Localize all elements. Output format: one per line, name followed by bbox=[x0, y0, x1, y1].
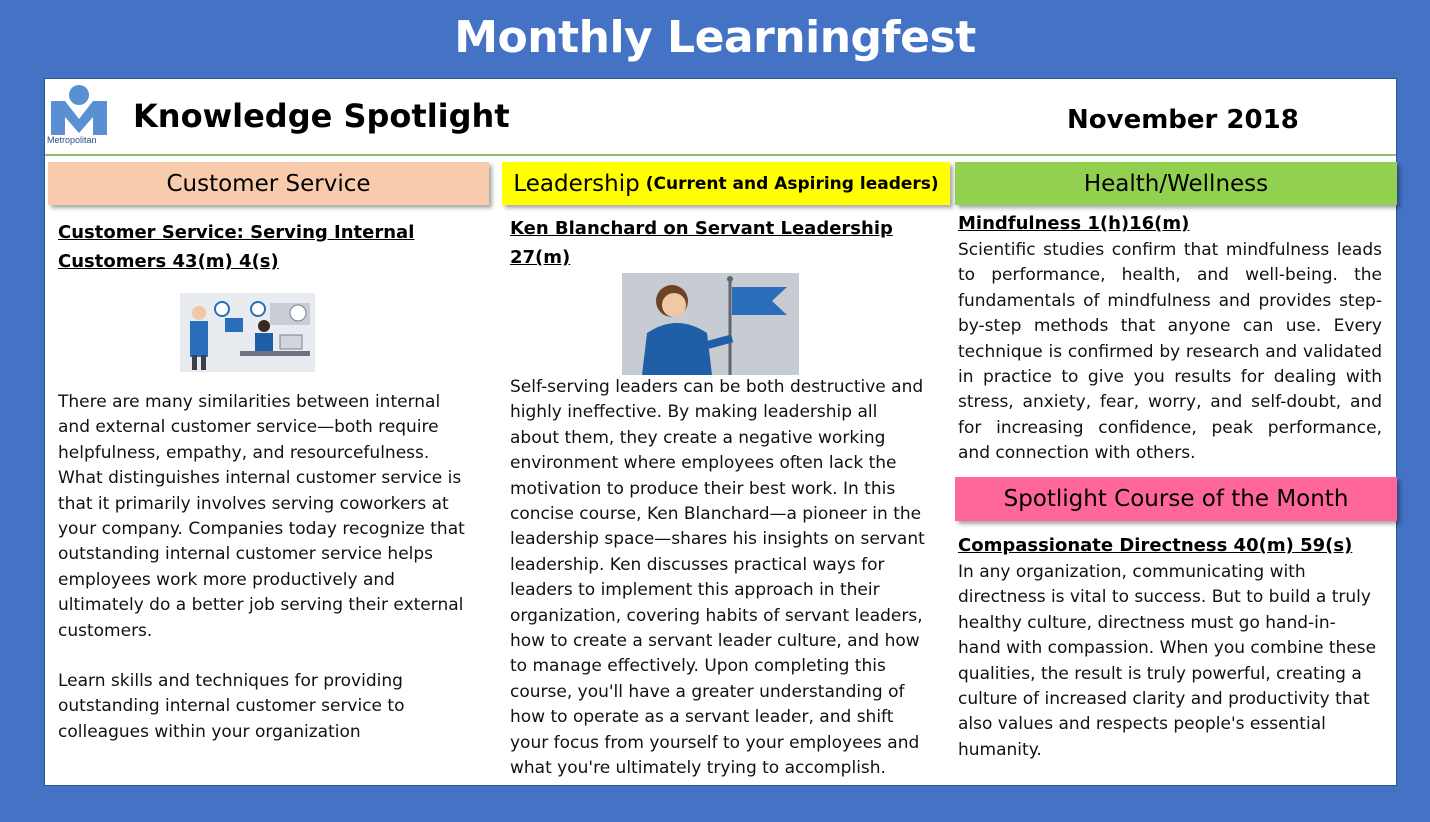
customer-service-heading-label: Customer Service bbox=[166, 170, 371, 197]
logo-text: Metropolitan bbox=[47, 135, 97, 145]
customer-service-heading bbox=[48, 162, 489, 205]
content-panel bbox=[44, 78, 1397, 786]
banner-title: Monthly Learningfest bbox=[454, 12, 976, 63]
spotlight-heading-label: Spotlight Course of the Month bbox=[1003, 486, 1349, 512]
leadership-heading-label: Leadership bbox=[513, 170, 640, 197]
leadership-subheading: (Current and Aspiring leaders) bbox=[645, 173, 939, 194]
customer-service-illustration bbox=[180, 293, 315, 372]
health-course-title[interactable]: Mindfulness 1(h)16(m) bbox=[958, 213, 1190, 234]
leadership-illustration bbox=[622, 273, 799, 375]
customer-service-course-title[interactable] bbox=[58, 218, 414, 276]
page-title: Knowledge Spotlight bbox=[133, 97, 510, 135]
header-divider bbox=[45, 154, 1396, 156]
leadership-course-line2: 27(m) bbox=[510, 247, 571, 268]
leadership-heading bbox=[502, 162, 950, 205]
spotlight-description: In any organization, communicating with directness is vital to success. But to build a truly healthy culture, directness must go hand-in-hand with compassion. When you combine these qualities, the result is truly powerful, creating a culture of increased clarity and productivity that also values and respects people's essential humanity. bbox=[958, 562, 1377, 760]
leadership-course-line1: Ken Blanchard on Servant Leadership bbox=[510, 218, 893, 239]
customer-service-cta: Learn skills and techniques for providing outstanding internal customer service to colleagues within your organization bbox=[58, 671, 405, 742]
leadership-description: Self-serving leaders can be both destructive and highly ineffective. By making leadership all about them, they create a negative working environment where employees often lack the motivation to produce their best work. In this concise course, Ken Blanchard—a pioneer in the leadership space—shares his insights on servant leadership. Ken discusses practical ways for leaders to implement this approach in their organization, covering habits of servant leaders, how to create a servant leader culture, and how to manage effectively. Upon completing this course, you'll have a greater understanding of how to operate as a servant leader, and shift your focus from yourself to your employees and what you're ultimately trying to accomplish. bbox=[510, 377, 925, 779]
health-heading-label: Health/Wellness bbox=[1083, 170, 1269, 197]
customer-service-description: There are many similarities between internal and external customer service—both require helpfulness, empathy, and resourcefulness. What distinguishes internal customer service is that it primarily involves serving coworkers at your company. Companies today recognize that outstanding internal customer service helps employees work more productively and ultimately do a better job serving their external customers. bbox=[58, 392, 465, 641]
health-description: Scientific studies confirm that mindfulness leads to performance, health, and well-being. the fundamentals of mindfulness and provides step-by-step methods that anyone can use. Every technique is confirmed by research and validated in practice to give you results for dealing with stress, anxiety, fear, worry, and self-doubt, and for increasing confidence, peak performance, and connection with others. bbox=[958, 240, 1382, 464]
spotlight-course-title[interactable]: Compassionate Directness 40(m) 59(s) bbox=[958, 535, 1353, 556]
leadership-course-title[interactable] bbox=[510, 214, 893, 272]
health-heading bbox=[955, 162, 1397, 205]
issue-date: November 2018 bbox=[1067, 105, 1299, 135]
customer-service-course-line1: Customer Service: Serving Internal bbox=[58, 222, 415, 243]
spotlight-heading bbox=[955, 477, 1397, 521]
customer-service-course-line2: Customers 43(m) 4(s) bbox=[58, 251, 279, 272]
